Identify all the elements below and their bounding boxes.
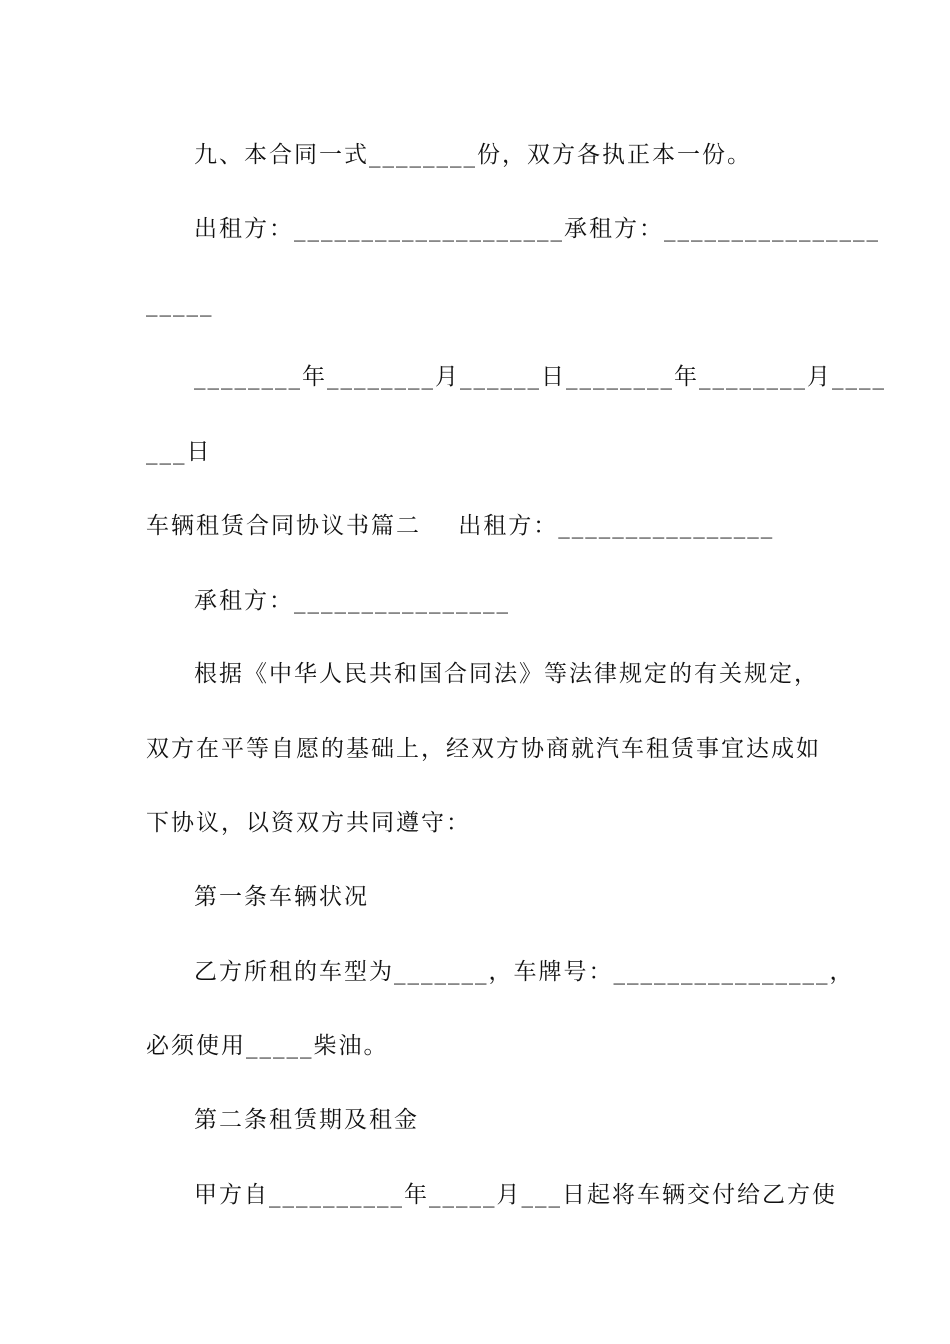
signature-date-continuation: ___日 xyxy=(146,439,212,465)
article-two-heading: 第二条租赁期及租金 xyxy=(194,1107,419,1133)
lessee-line: 承租方：________________ xyxy=(194,588,510,614)
preamble-line-3: 下协议，以资双方共同遵守： xyxy=(146,810,471,836)
signature-dates: ________年________月______日________年________月____ xyxy=(194,364,886,390)
clause-nine: 九、本合同一式________份，双方各执正本一份。 xyxy=(194,142,752,168)
signature-continuation: _____ xyxy=(146,291,214,317)
lease-period-line: 甲方自__________年_____月___日起将车辆交付给乙方使 xyxy=(194,1182,837,1208)
preamble-line-2: 双方在平等自愿的基础上，经双方协商就汽车租赁事宜达成如 xyxy=(146,736,821,762)
section-title-lessor: 车辆租赁合同协议书篇二 出租方：________________ xyxy=(146,513,775,539)
signature-parties: 出租方：____________________承租方：________________ xyxy=(194,216,880,242)
vehicle-model-line: 乙方所租的车型为_______，车牌号：________________， xyxy=(194,959,855,985)
article-one-heading: 第一条车辆状况 xyxy=(194,884,369,910)
preamble-line-1: 根据《中华人民共和国合同法》等法律规定的有关规定， xyxy=(194,661,819,687)
fuel-line: 必须使用_____柴油。 xyxy=(146,1033,389,1059)
